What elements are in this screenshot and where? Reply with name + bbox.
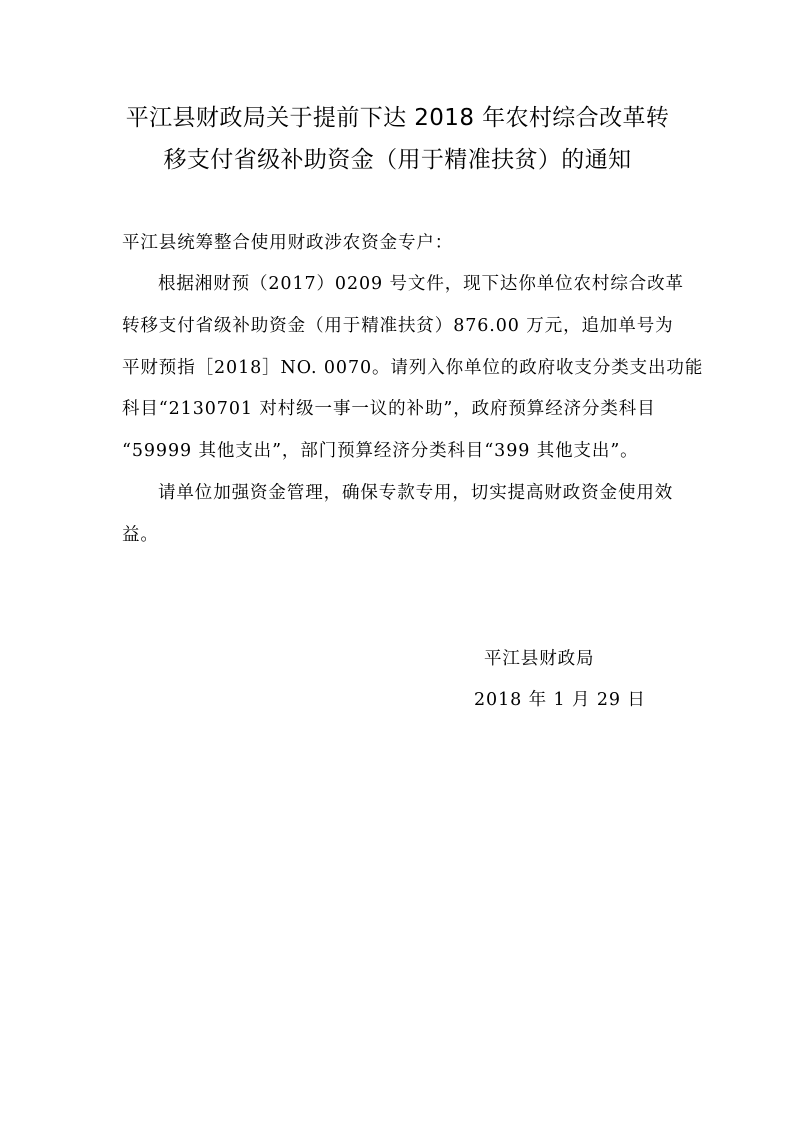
paragraph-1-line: 科目“2130701 对村级一事一议的补助”，政府预算经济分类科目 xyxy=(122,399,656,419)
paragraph-1-line: 根据湘财预（2017）0209 号文件，现下达你单位农村综合改革 xyxy=(158,274,684,294)
paragraph-1-line: 转移支付省级补助资金（用于精准扶贫）876.00 万元，追加单号为 xyxy=(122,316,674,336)
salutation: 平江县统筹整合使用财政涉农资金专户： xyxy=(122,233,454,253)
paragraph-1-line: 平财预指［2018］NO. 0070。请列入你单位的政府收支分类支出功能 xyxy=(122,358,704,378)
paragraph-1-line: “59999 其他支出”，部门预算经济分类科目“399 其他支出”。 xyxy=(122,441,639,461)
signature-organization: 平江县财政局 xyxy=(484,649,595,669)
paragraph-2-line: 请单位加强资金管理，确保专款专用，切实提高财政资金使用效 xyxy=(158,483,674,503)
paragraph-2-line: 益。 xyxy=(122,525,159,545)
signature-date: 2018 年 1 月 29 日 xyxy=(474,690,646,710)
document-title-line-1: 平江县财政局关于提前下达 2018 年农村综合改革转 xyxy=(125,105,670,131)
document-title-line-2: 移支付省级补助资金（用于精准扶贫）的通知 xyxy=(163,147,632,173)
